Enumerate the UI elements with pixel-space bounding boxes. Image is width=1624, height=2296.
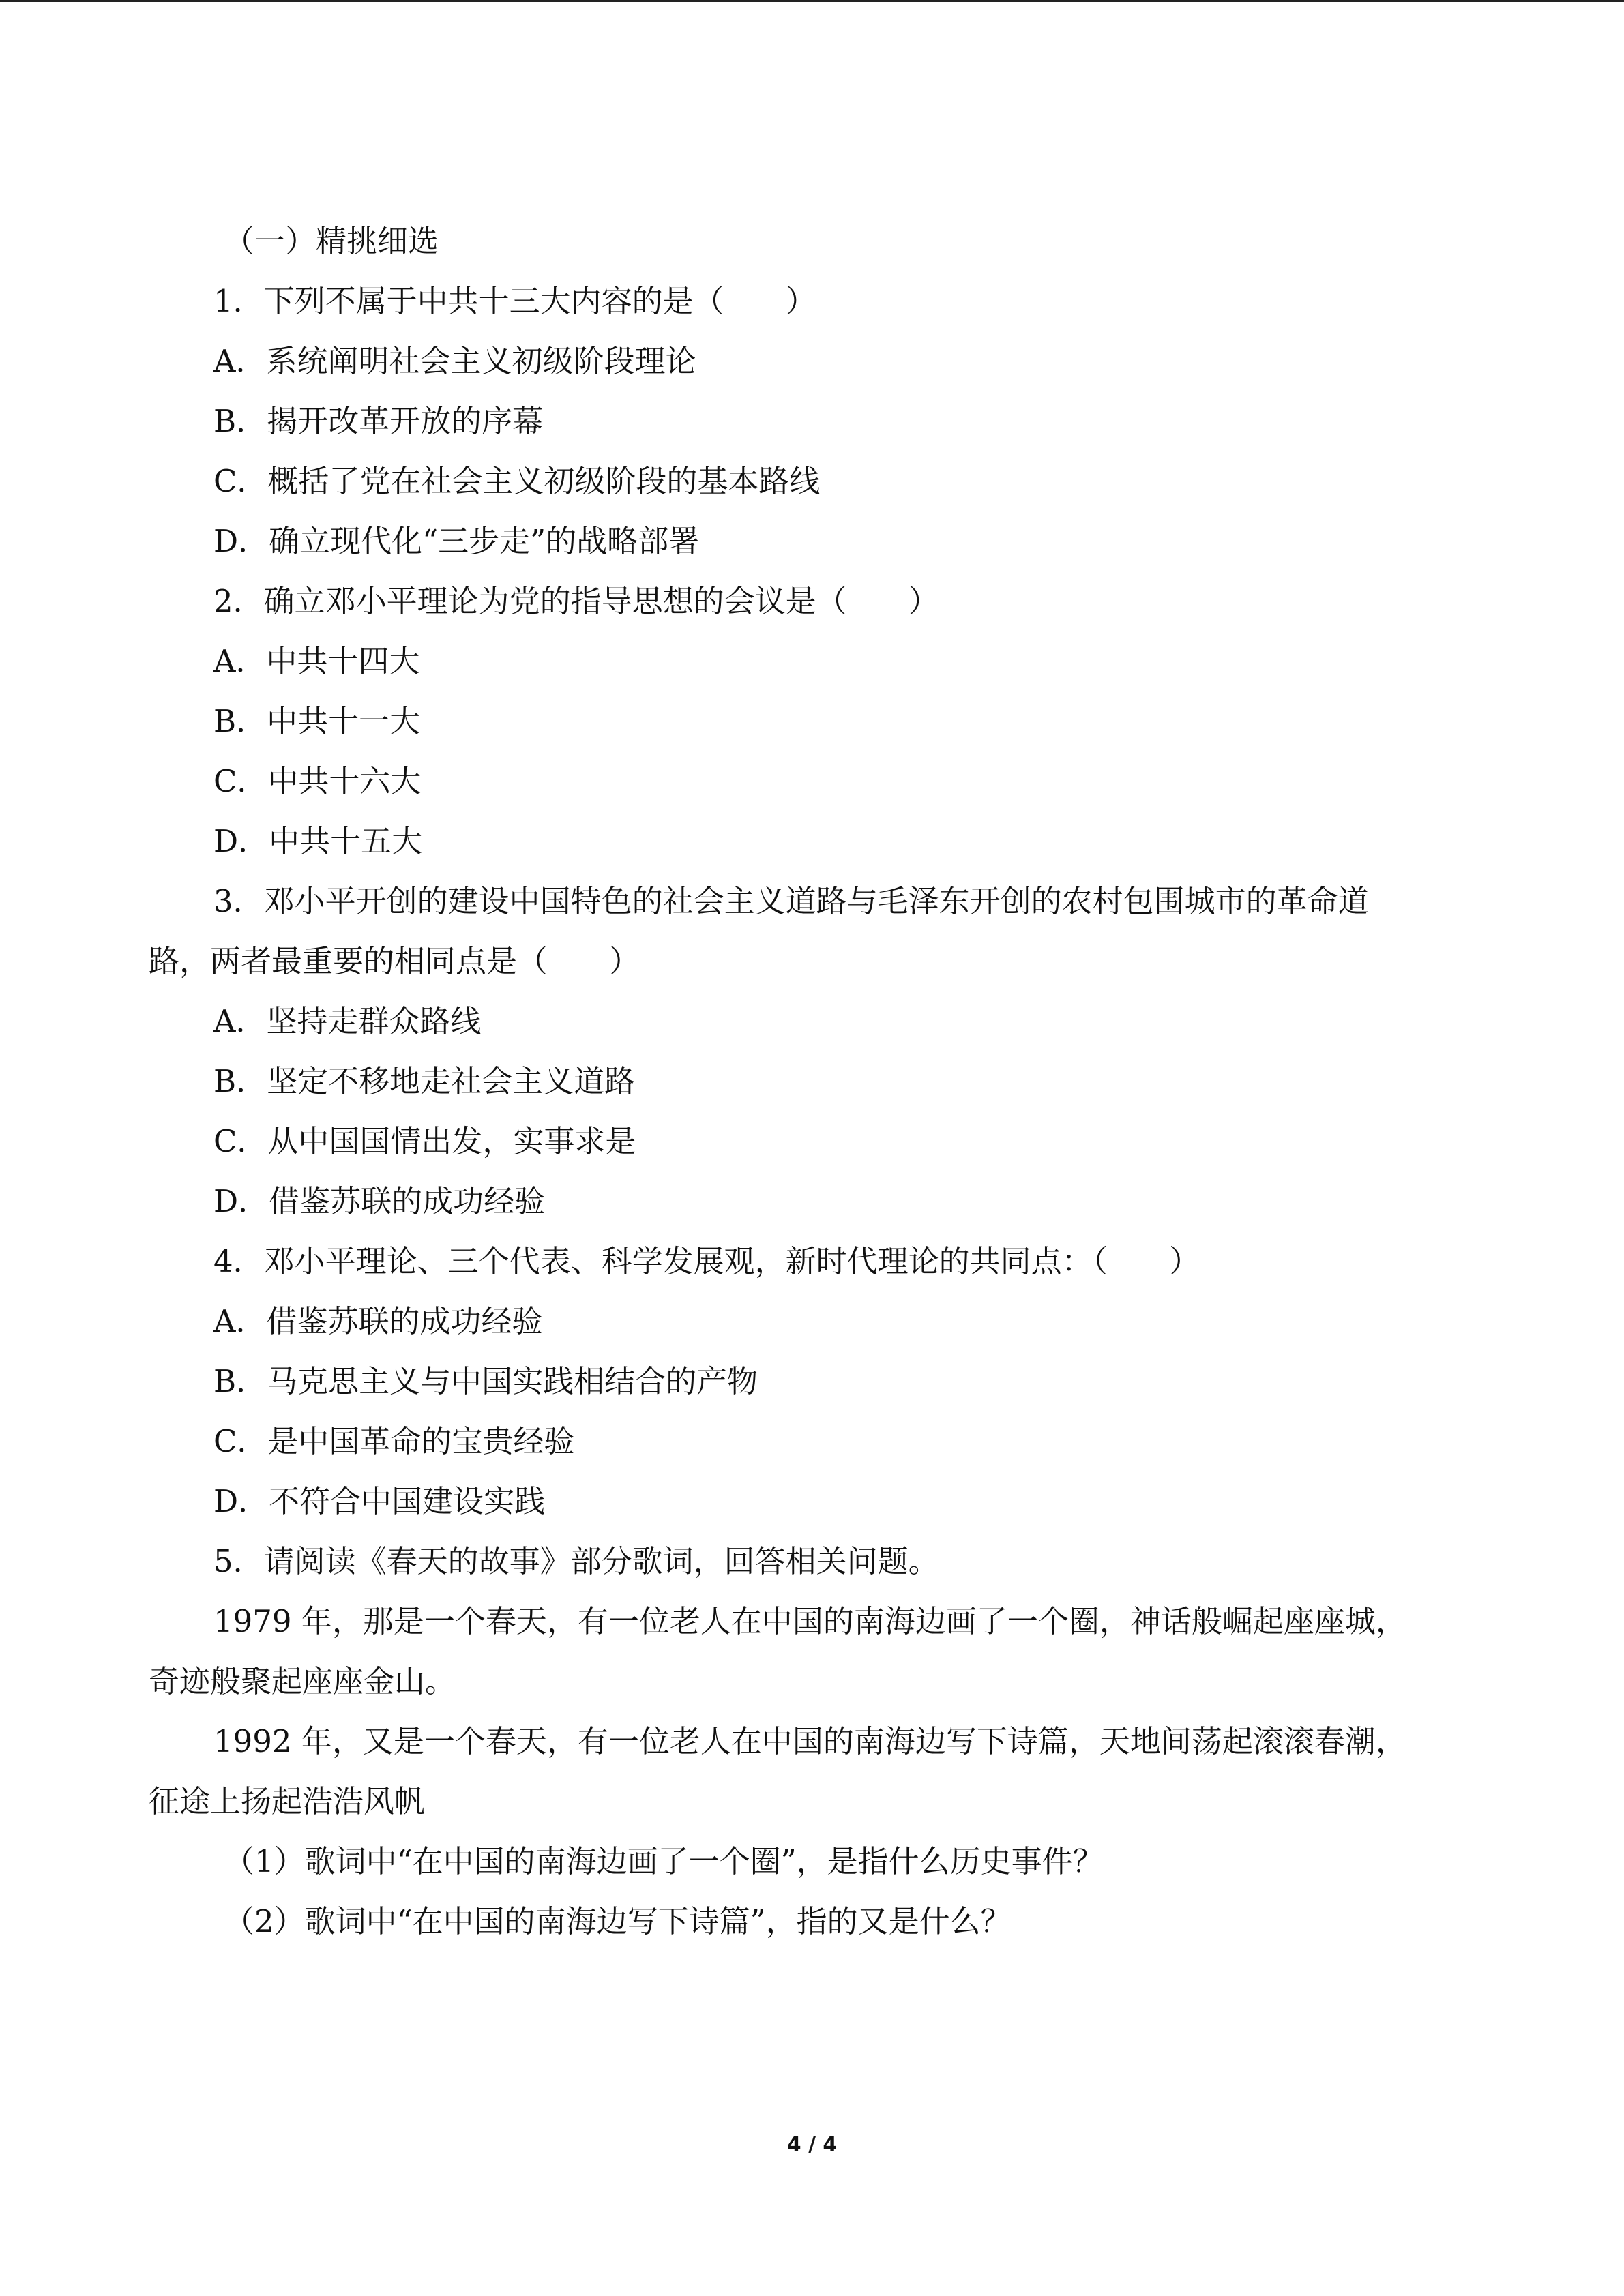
question-5-sub-1: （1）歌词中“在中国的南海边画了一个圈”，是指什么历史事件？ <box>224 1843 1104 1879</box>
question-4-option-b: B．马克思主义与中国实践相结合的产物 <box>213 1363 758 1399</box>
question-5-sub-2: （2）歌词中“在中国的南海边写下诗篇”，指的又是什么？ <box>224 1903 1012 1939</box>
question-4-option-d: D．不符合中国建设实践 <box>213 1483 546 1519</box>
question-5-stem: 5．请阅读《春天的故事》部分歌词，回答相关问题。 <box>213 1543 939 1579</box>
question-4-option-a: A．借鉴苏联的成功经验 <box>213 1303 543 1339</box>
lyric-1979-line-1: 1979 年，那是一个春天，有一位老人在中国的南海边画了一个圈，神话般崛起座座城， <box>213 1603 1406 1639</box>
question-1-option-a: A．系统阐明社会主义初级阶段理论 <box>213 343 696 379</box>
question-3-option-a: A．坚持走群众路线 <box>213 1003 482 1039</box>
question-3-option-d: D．借鉴苏联的成功经验 <box>213 1183 546 1219</box>
question-4-stem: 4．邓小平理论、三个代表、科学发展观，新时代理论的共同点：（ ） <box>213 1243 1200 1279</box>
question-2-stem: 2．确立邓小平理论为党的指导思想的会议是（ ） <box>213 583 939 619</box>
question-2-option-c: C．中共十六大 <box>213 763 422 799</box>
question-3-stem-line-2: 路，两者最重要的相同点是（ ） <box>149 943 640 979</box>
question-4-option-c: C．是中国革命的宝贵经验 <box>213 1423 575 1459</box>
page-top-border <box>0 0 1624 2</box>
lyric-1992-line-2: 征途上扬起浩浩风帆 <box>149 1783 426 1819</box>
page-number: 4 / 4 <box>786 2133 838 2157</box>
question-2-option-d: D．中共十五大 <box>213 823 423 859</box>
question-1-option-c: C．概括了党在社会主义初级阶段的基本路线 <box>213 463 821 499</box>
question-1-option-d: D．确立现代化“三步走”的战略部署 <box>213 523 700 559</box>
lyric-1992-line-1: 1992 年，又是一个春天，有一位老人在中国的南海边写下诗篇，天地间荡起滚滚春潮， <box>213 1723 1406 1759</box>
question-1-stem: 1．下列不属于中共十三大内容的是（ ） <box>213 283 816 319</box>
question-2-option-b: B．中共十一大 <box>213 703 421 739</box>
question-1-option-b: B．揭开改革开放的序幕 <box>213 403 544 439</box>
document-body <box>149 211 1462 1952</box>
question-3-option-c: C．从中国国情出发，实事求是 <box>213 1123 636 1159</box>
lyric-1979-line-2: 奇迹般聚起座座金山。 <box>149 1663 456 1699</box>
section-title: （一）精挑细选 <box>224 223 439 259</box>
question-2-option-a: A．中共十四大 <box>213 643 420 679</box>
question-3-option-b: B．坚定不移地走社会主义道路 <box>213 1063 636 1099</box>
question-3-stem-line-1: 3．邓小平开创的建设中国特色的社会主义道路与毛泽东开创的农村包围城市的革命道 <box>213 883 1369 919</box>
